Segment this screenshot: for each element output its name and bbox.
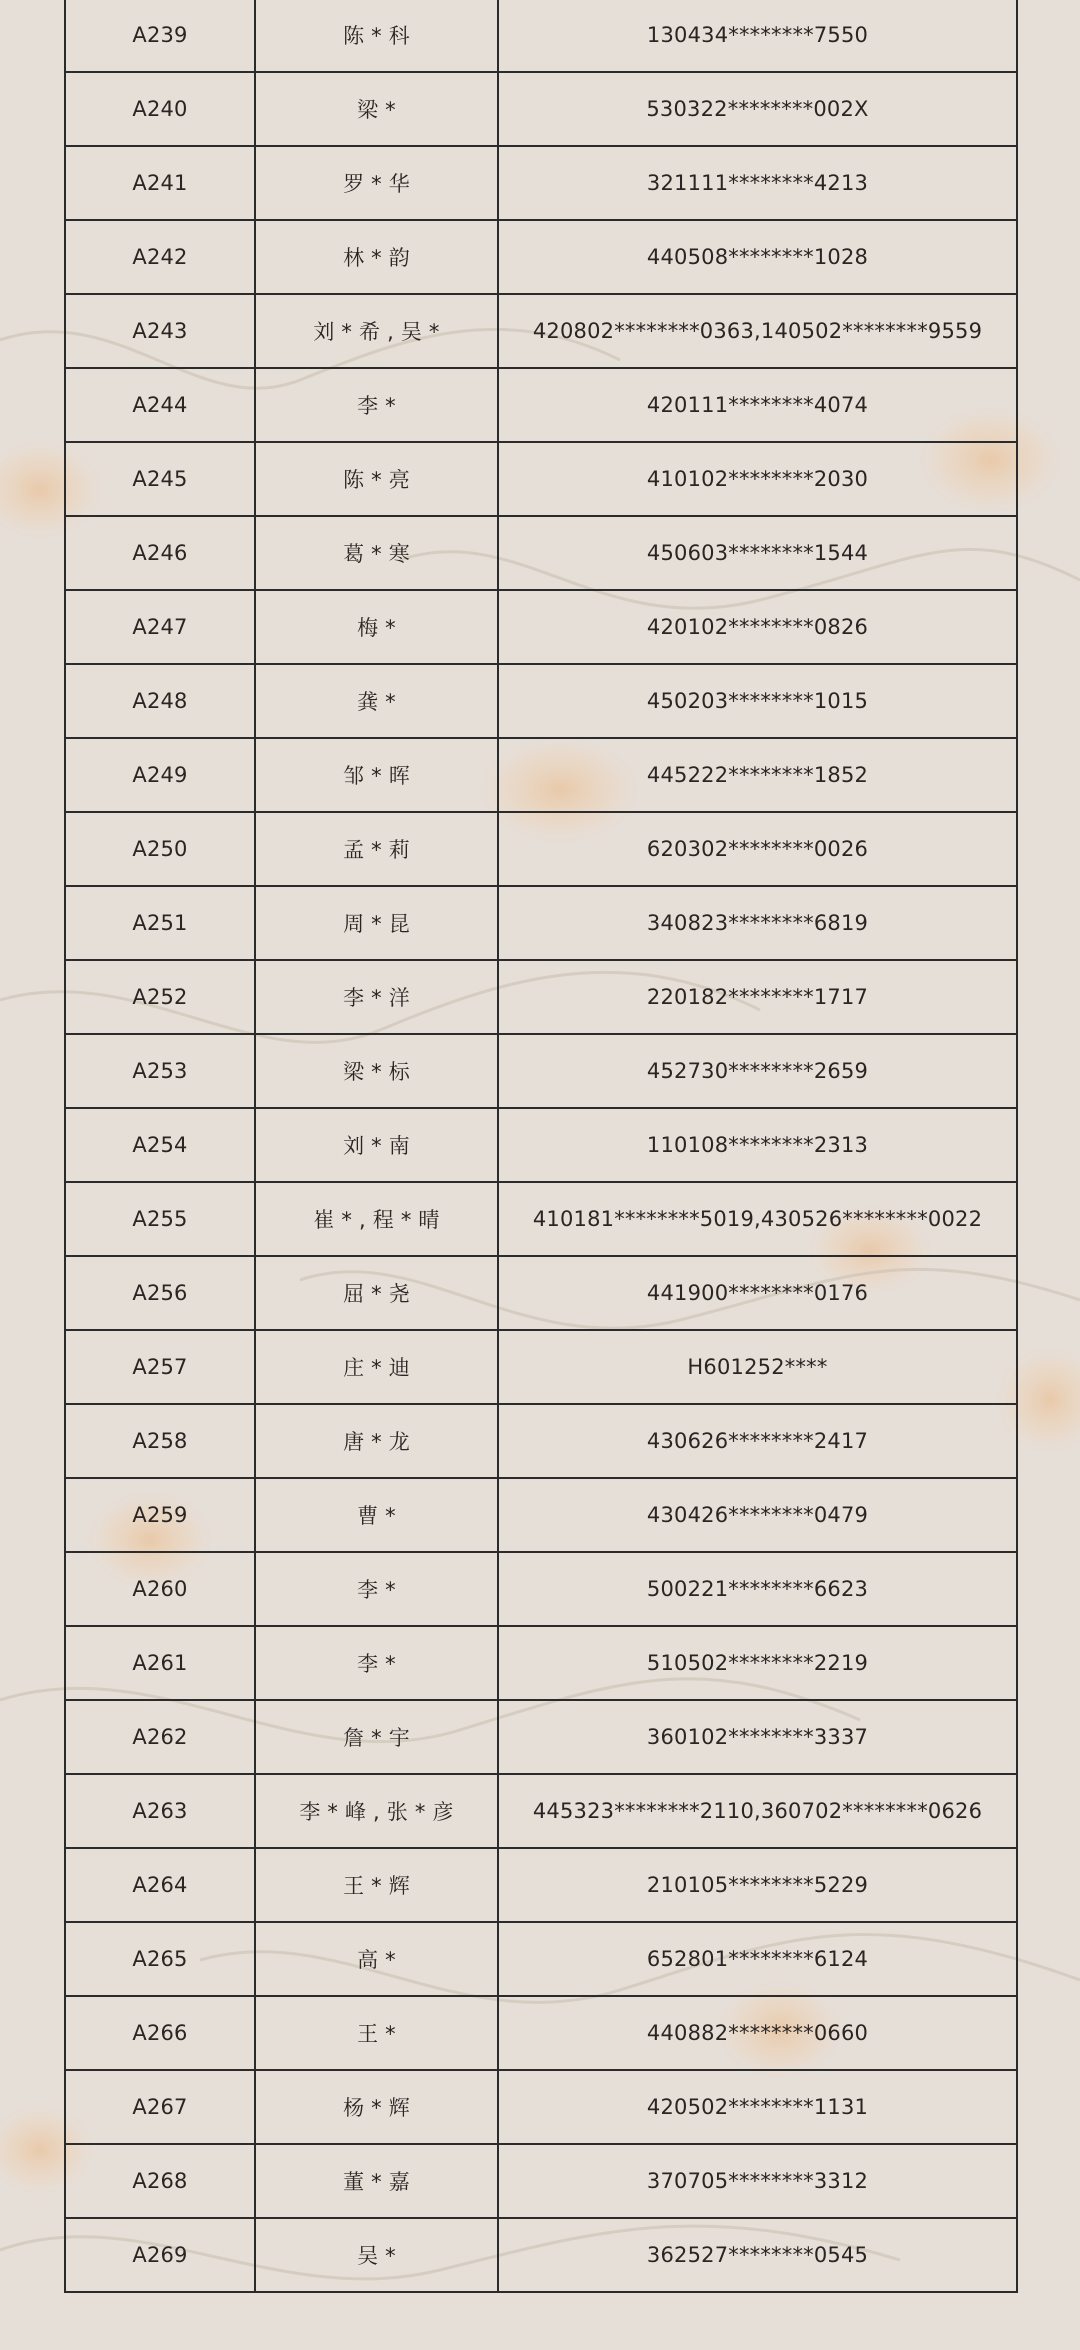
table-row — [65, 738, 1017, 812]
name-cell: 梁 * — [255, 72, 498, 146]
name-cell: 葛 * 寒 — [255, 516, 498, 590]
code-cell: A239 — [65, 0, 255, 72]
id-number-cell: 321111********4213 — [498, 146, 1017, 220]
name-cell: 梁 * 标 — [255, 1034, 498, 1108]
table-row — [65, 1034, 1017, 1108]
id-number-cell: 430626********2417 — [498, 1404, 1017, 1478]
id-number-cell: 410181********5019,430526********0022 — [498, 1182, 1017, 1256]
table-row — [65, 1996, 1017, 2070]
name-cell: 罗 * 华 — [255, 146, 498, 220]
name-id-table-container — [64, 0, 1016, 2293]
table-row — [65, 2070, 1017, 2144]
id-number-cell: 510502********2219 — [498, 1626, 1017, 1700]
table-row — [65, 0, 1017, 72]
id-number-cell: 445222********1852 — [498, 738, 1017, 812]
code-cell: A252 — [65, 960, 255, 1034]
table-row — [65, 294, 1017, 368]
table-row — [65, 146, 1017, 220]
name-cell: 李 * — [255, 368, 498, 442]
table-row — [65, 516, 1017, 590]
name-cell: 董 * 嘉 — [255, 2144, 498, 2218]
code-cell: A243 — [65, 294, 255, 368]
name-cell: 林 * 韵 — [255, 220, 498, 294]
code-cell: A242 — [65, 220, 255, 294]
id-number-cell: 440882********0660 — [498, 1996, 1017, 2070]
name-cell: 李 * 峰 , 张 * 彦 — [255, 1774, 498, 1848]
name-cell: 周 * 昆 — [255, 886, 498, 960]
code-cell: A249 — [65, 738, 255, 812]
name-cell: 曹 * — [255, 1478, 498, 1552]
id-number-cell: 410102********2030 — [498, 442, 1017, 516]
table-row — [65, 960, 1017, 1034]
code-cell: A259 — [65, 1478, 255, 1552]
name-cell: 邹 * 晖 — [255, 738, 498, 812]
code-cell: A264 — [65, 1848, 255, 1922]
name-cell: 詹 * 宇 — [255, 1700, 498, 1774]
name-cell: 屈 * 尧 — [255, 1256, 498, 1330]
code-cell: A267 — [65, 2070, 255, 2144]
code-cell: A269 — [65, 2218, 255, 2292]
table-row — [65, 2144, 1017, 2218]
id-number-cell: 210105********5229 — [498, 1848, 1017, 1922]
id-number-cell: 452730********2659 — [498, 1034, 1017, 1108]
code-cell: A251 — [65, 886, 255, 960]
id-number-cell: H601252**** — [498, 1330, 1017, 1404]
id-number-cell: 450203********1015 — [498, 664, 1017, 738]
id-number-cell: 620302********0026 — [498, 812, 1017, 886]
id-number-cell: 445323********2110,360702********0626 — [498, 1774, 1017, 1848]
name-cell: 梅 * — [255, 590, 498, 664]
code-cell: A250 — [65, 812, 255, 886]
table-row — [65, 1330, 1017, 1404]
id-number-cell: 450603********1544 — [498, 516, 1017, 590]
code-cell: A245 — [65, 442, 255, 516]
name-cell: 陈 * 亮 — [255, 442, 498, 516]
name-cell: 刘 * 希 , 吴 * — [255, 294, 498, 368]
name-cell: 李 * 洋 — [255, 960, 498, 1034]
table-body — [65, 0, 1017, 2292]
code-cell: A244 — [65, 368, 255, 442]
code-cell: A254 — [65, 1108, 255, 1182]
table-row — [65, 1478, 1017, 1552]
id-number-cell: 420502********1131 — [498, 2070, 1017, 2144]
name-cell: 陈 * 科 — [255, 0, 498, 72]
table-row — [65, 1552, 1017, 1626]
code-cell: A240 — [65, 72, 255, 146]
name-cell: 王 * 辉 — [255, 1848, 498, 1922]
id-number-cell: 440508********1028 — [498, 220, 1017, 294]
code-cell: A248 — [65, 664, 255, 738]
name-cell: 李 * — [255, 1552, 498, 1626]
id-number-cell: 430426********0479 — [498, 1478, 1017, 1552]
code-cell: A265 — [65, 1922, 255, 1996]
id-number-cell: 370705********3312 — [498, 2144, 1017, 2218]
code-cell: A261 — [65, 1626, 255, 1700]
table-row — [65, 1700, 1017, 1774]
name-cell: 杨 * 辉 — [255, 2070, 498, 2144]
table-row — [65, 220, 1017, 294]
code-cell: A247 — [65, 590, 255, 664]
name-cell: 孟 * 莉 — [255, 812, 498, 886]
table-row — [65, 1256, 1017, 1330]
id-number-cell: 420102********0826 — [498, 590, 1017, 664]
id-number-cell: 500221********6623 — [498, 1552, 1017, 1626]
name-cell: 崔 * , 程 * 晴 — [255, 1182, 498, 1256]
code-cell: A263 — [65, 1774, 255, 1848]
table-row — [65, 72, 1017, 146]
code-cell: A266 — [65, 1996, 255, 2070]
code-cell: A241 — [65, 146, 255, 220]
name-cell: 刘 * 南 — [255, 1108, 498, 1182]
table-row — [65, 1626, 1017, 1700]
name-cell: 高 * — [255, 1922, 498, 1996]
code-cell: A256 — [65, 1256, 255, 1330]
code-cell: A246 — [65, 516, 255, 590]
code-cell: A253 — [65, 1034, 255, 1108]
id-number-cell: 340823********6819 — [498, 886, 1017, 960]
table-row — [65, 812, 1017, 886]
table-row — [65, 1108, 1017, 1182]
code-cell: A268 — [65, 2144, 255, 2218]
id-number-cell: 362527********0545 — [498, 2218, 1017, 2292]
code-cell: A258 — [65, 1404, 255, 1478]
name-cell: 李 * — [255, 1626, 498, 1700]
table-row — [65, 590, 1017, 664]
name-cell: 王 * — [255, 1996, 498, 2070]
name-cell: 龚 * — [255, 664, 498, 738]
table-row — [65, 886, 1017, 960]
name-cell: 吴 * — [255, 2218, 498, 2292]
code-cell: A260 — [65, 1552, 255, 1626]
table-row — [65, 1774, 1017, 1848]
id-number-cell: 130434********7550 — [498, 0, 1017, 72]
name-id-table — [64, 0, 1018, 2293]
id-number-cell: 652801********6124 — [498, 1922, 1017, 1996]
id-number-cell: 110108********2313 — [498, 1108, 1017, 1182]
id-number-cell: 360102********3337 — [498, 1700, 1017, 1774]
id-number-cell: 441900********0176 — [498, 1256, 1017, 1330]
table-row — [65, 1404, 1017, 1478]
code-cell: A262 — [65, 1700, 255, 1774]
table-row — [65, 1848, 1017, 1922]
name-cell: 庄 * 迪 — [255, 1330, 498, 1404]
table-row — [65, 2218, 1017, 2292]
table-row — [65, 1922, 1017, 1996]
code-cell: A257 — [65, 1330, 255, 1404]
table-row — [65, 368, 1017, 442]
id-number-cell: 530322********002X — [498, 72, 1017, 146]
table-row — [65, 664, 1017, 738]
id-number-cell: 420111********4074 — [498, 368, 1017, 442]
table-row — [65, 442, 1017, 516]
code-cell: A255 — [65, 1182, 255, 1256]
id-number-cell: 220182********1717 — [498, 960, 1017, 1034]
id-number-cell: 420802********0363,140502********9559 — [498, 294, 1017, 368]
name-cell: 唐 * 龙 — [255, 1404, 498, 1478]
table-row — [65, 1182, 1017, 1256]
